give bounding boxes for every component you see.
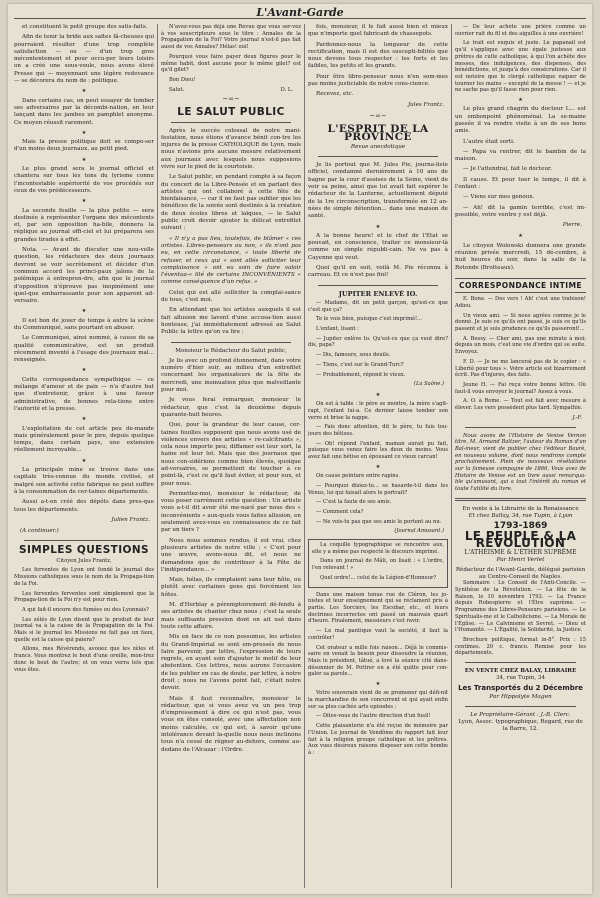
paragraph: Dans un journal de Mâli, on lisait : « L'ordre, l'en relevant ! » [312, 558, 444, 572]
paragraph: Il cause. Et pour tuer le temps, il dit à l'enfant : [455, 176, 586, 190]
paragraph: Je lis portout que M. Jules Pie, journa-liste officiel, condamné dernièrement à 10 ans de bagne par la cour d'assises de la Seine, vient de voir sa peine, ainsi que lui avait fait espérer le rédacteur de la Lanterne, actuellement député de la 1re circonscription, transformée en 12 an-nées de simple détention... dans une maison de santé. [308, 162, 448, 220]
paragraph: et constituent le petit groupe des satis-faits. [22, 24, 148, 30]
paragraph: La seconde feuille — la plus petite — sera destinée à représenter l'organe des mécontents et, par son opposition ha-bile, donnera la réplique au journal offi-ciel et lui préparera ses grandes tirades à effet. [14, 207, 154, 243]
paragraph: A. O. à Rome. — Tout est fait avec mesure à élever. Les vers possèdent plus tard. Sympathie. [455, 398, 586, 412]
paragraph: Recevez, etc. [316, 91, 354, 98]
paragraph: Cet orateur a mille fois raison... Déjà le commis-saire en venait la besoin pour dissoudre la réunion, Mais le président, tâtué, a lové la séance cité dans-désonnier de M. Pottrer en a été quitte pour con-galer sa parole... [308, 644, 448, 678]
ad-author: Par Hippolyte Magen [489, 693, 552, 700]
star-separator: ★ [81, 198, 87, 205]
columns [14, 24, 586, 888]
paragraph: Mis en face de ce non possumus, les artistes du Grand-Impérial se sont em-pressés de nous faire parvenir, par lettre, l'expression de leurs regrets, en ayant soin d'ajouter le motif de leur abstention. Ces lettres, nous aurons l'occasion de les publier en cas de doute, par lettre, à notre droit ; nous ne l'avons point fait, c'était notre devoir. [161, 634, 301, 692]
paragraph: La principale mine se trouve dans une capitale très-connue du monde civilisé, et malgré son activité cette fabrique ne peut suffire à la consommation de cer-taines départements. [14, 467, 154, 495]
dialogue-line: Te le vois bien, puisque c'est imprimé!... [316, 316, 423, 323]
ornament-divider: ~∞~ [222, 94, 240, 103]
dialogue-line: — Jupiter enlève Io. Qu'est-ce que ça veut dire? dis, papa? [308, 335, 448, 349]
paragraph: — C'est la faute de ses amis. [316, 499, 392, 506]
paragraph: Dans une maison tenue rue de Cléron, les jo-nistes et leur enseignement qui se réclament pris à partie. Les Sorciers, les Escobar, etc., et leurs doctrines incorrectes ont passé un mauvais quart d'heure. Finalement, messieurs c'est ravir. [308, 591, 448, 625]
divider [465, 662, 576, 663]
paragraph: Le trait est exquis et juste. Le papanail est qu'il s'applique avec une égale justesse aux prêtres de culte catholique, à qui l'on achète des messes, des indulgences, des dispenses, des bénédictions, et jusqu'à des consécrations. Car il est notoire que le clergé catholique vaquer de tourner les mains -- excepté de la messe ! — et je ne sache pas qu'il fasse rien pour rien. [455, 40, 586, 94]
ad-title: LE PEUPLE & LA RÉVOLUTION [464, 528, 577, 551]
dialogue-line: — Dis, famours, sous deuils. [316, 352, 391, 359]
paragraph: — Le mal pantique vaut la société, il faut la contrôler! [308, 628, 448, 641]
dialogue-line: L'enfant, lisant : [316, 326, 359, 333]
paragraph: Les zélés de Lyon disent que le produit de leur journal va à la caisse de la Propagation de la Foi. Mais si le journal les Missions ne fait pas un faux, quelle est la caisse qui paiera? [14, 616, 154, 643]
column-divider [451, 24, 452, 888]
paragraph: — Pourquoi disiez-tu... se hasarde-t-il dans les Vénus, lui qui faisait alors le portrait? [308, 482, 448, 496]
printer-line: Lyon, Assoc. typographique, Regard, rue de la Barre, 12. [458, 718, 583, 732]
paragraph: N'avez-vous pas déjà une Revue que vous ser-vez à vos souscripteurs sous le titre : Annales de la Propagation de la Foi? Votre journal n'est-il pas fait aussi de vos Annales? Hélas! oui! [161, 24, 301, 51]
paragraph: Les ferventes de Lyon ont fondé le journal des Missions catholiques sous le nom de la Propaga-tion de la Foi. [14, 567, 154, 587]
manager-line: Le Propriétaire-Gérant : J.-B. Clerc. [470, 712, 571, 719]
paragraph: Pourquoi vous faire payer deux figures pour le même habit, dont aucune pour le même gilet? est qu'il gilet? [161, 53, 301, 74]
star-separator: ★ [81, 457, 87, 464]
paragraph: Mais la presse politique doit se compo-ser d'un moins deux journaux, au petit pied. [14, 139, 154, 153]
signature: Jules Frantz. [407, 101, 444, 108]
paragraph: Pour être libre-penseur nous n'en som-mes pas moins justiciable de notre cons-cience. [308, 73, 448, 88]
paragraph: — Comment cela? [316, 508, 364, 515]
letter-address: Citoyen Jules Frantz, [56, 557, 112, 564]
paragraph: Mais, hélas, ils comptaient sans leur hôte, ou plutôt avec certaines gens qui forcément les hôtes. [161, 577, 301, 598]
paragraph: Un vieux ami. — Si nous agrées comme je le donné. Je suis ce qu'ils ont passé, je suis ce qu'ils passent et je suis prudence ce qu'ils passeront!... [455, 312, 586, 333]
paragraph: Le Communiqué, ainsi nommé, à cause de sa qualité communicative, est un produit récemment inventé à l'usage des journaux mal... renseignés. [14, 335, 154, 364]
paragraph: Le Salut public, en pendant compte à sa façon du concert de la Libre-Pensée et en parlant des artistes qui ont collaboré à cette fête de bienfaisance, — car il ne faut pas oublier que les bénéfices de la soirée sont destinés à la création de deux écoles libres et laïques, — le Salut public croit devoir ajouter le délicat entrefilet suivant : [161, 174, 301, 232]
column-4 [455, 24, 586, 888]
paragraph: fois, monsieur, il le fait aussi bien et mieux que n'importe quel fabricant de chassepots. [308, 24, 448, 38]
paragraph: Quoi qu'il en soit, voilà M. Pie réconnu à carreau. Et ce n'est pas fini! [308, 265, 448, 279]
divider [171, 342, 291, 343]
masthead: L'Avant-Garde [14, 4, 586, 19]
paragraph: Le plus grand chagrin du docteur L... est un embonpoint phénoménal. La se-maine passée il va rendre visite à un de ses bons amis. [455, 106, 586, 135]
continuation-note: (A continuer.) [20, 528, 59, 535]
ad-line: Rédacteur de l'Avant-Garde, délégué parisien au Centre-Conseil de Naples. [455, 566, 586, 580]
divider [465, 427, 576, 428]
ornament-divider: ~∞~ [369, 111, 387, 120]
paragraph: Mais il faut reconnaître, monsieur le rédacteur, que si vous avez vu un peu trop d'empressement à dire ce qui n'est pas, vous vous en êtes consolé, avec une affectation non moins calculée, ce qui est, à savoir qu'une intolérance devant la-quelle nous nous inclinons tous n'a cessé de régner au-dehors, comme au-dedans de l'Alcazar : l'Ordre. [161, 695, 301, 753]
paragraph: Pardonnez-nous la longueur de cette rectification, mais il est des suscepti-bilités que nous devons tous respecter : les forts et les faibles, les petits et les grands. [308, 41, 448, 70]
ad-price: Brochure politique, format in-8°. Prix : 15 centimes. 20 c. franco. Remise pour les départements. [455, 636, 586, 657]
paragraph: L'autre était sorti. [463, 138, 515, 145]
paragraph: Bon Dieu! [169, 76, 196, 83]
paragraph: Il est bon de jouer de temps à autre la scène du Communiqué, sans pourtant en abuser. [14, 317, 154, 331]
ad-title: Les Transportés du 2 Décembre [458, 683, 583, 692]
source-credit: (La Saône.) [413, 381, 444, 388]
paragraph: Je lis avec un profond étonnement, dans votre numéro d'hier soir, au milieu d'un entrefilet concernant les organisateurs de la fête de mercredi, une insinuation plus que malveillante pour moi. [161, 357, 301, 394]
paragraph: Après le succès colossal de notre mani-festation, nous étions d'avance bénit con-tre les injures de la presse CATHOLIQUE de Lyon, mais nous n'avions pris aucune mesure relativement aux journaux avec lesquels nous supposions vivre sur le pied de la courtoisie. [161, 127, 301, 170]
paragraph: Nous nous sommes rendus, il est vrai, chez plusieurs artistes de notre ville : « C'est pour une œuvre, avons-nous dit, et nous ne demandons que de contribuer à la Fête de l'indépendance... » [161, 537, 301, 573]
double-divider [455, 498, 586, 501]
paragraph: L'exploitation de cet article peu de-mande mais généralement pour le pire, depuis quelque temps, dans certain pays, une extension réellement incroyable... [14, 425, 154, 454]
ad-line: EN VENTE CHEZ BALAY, LIBRAIRE [464, 668, 577, 675]
star-separator: ★ [375, 681, 381, 688]
column-3 [308, 24, 448, 888]
star-separator: ★ [81, 129, 87, 136]
paragraph: — Ah! dit la gamin terrible, c'est im-possible, votre ventre y est déjà. [455, 204, 586, 218]
letter-address: Monsieur le Rédacteur du Salut public, [175, 347, 287, 354]
section-subtitle: Revue anecdotique [350, 143, 406, 150]
paragraph: On est à table : le père se montre, la mère s'agit-rapt, l'enfant lui-a. Ce dernier laisse tomber son verre et brise la nappe. [308, 401, 448, 421]
dialogue-line: — Tiens, c'est sur le Grand-Turc? [316, 361, 404, 368]
paragraph: Cette correspondance sympathique — ce mélange d'amour et de paix — n'a d'autre but que d'entretenir, grâce à une faveur administrative, de bonnes rela-tions entre l'autorité et la presse. [14, 376, 154, 412]
signature: Julien Frantz. [111, 516, 150, 523]
paragraph: — Dites-vous de l'autre direction d'un fusil! [316, 713, 431, 720]
ad-author: Par Henri Verlet [496, 556, 545, 563]
paragraph: — De leur achète une prière comme un ouvrier rait du fil et des aiguilles à une ouvrière! [455, 24, 586, 37]
newspaper-page [8, 4, 592, 894]
star-separator: ★ [518, 97, 523, 104]
divider [318, 285, 438, 286]
anecdote-title: JUPITER ENLEVÉ IO. [338, 289, 418, 298]
source-credit: (Journal Amusant.) [394, 528, 444, 535]
paragraph: Quel ordre!... celui de la Légion-d'Honneur? [320, 574, 437, 581]
ad-line: Et chez Ballay, 34, rue Tupin, à Lyon [468, 513, 573, 520]
paragraph: Allons, mes Révérends, avouez que les zèles et francs. Vous montrez le bout d'une oreille, mon-trez donc le bout de l'autre; et on vous verra tels que vous êtes. [14, 646, 154, 673]
section-title-salut-public: LE SALUT PUBLIC [177, 106, 285, 119]
star-separator: ★ [375, 391, 381, 398]
column-divider [304, 24, 305, 888]
paragraph: E. Bone. — Des vers ! Ah! c'est une trahison! Adieu. [455, 296, 586, 309]
paragraph: — Viens sur mes genoux. [463, 194, 535, 201]
paragraph: Dans certains cas, on peut essayer de tomber ses adversaires par la décombi-nation, en leur lançant dans les jambes un pamphlet anonyme. Ce moyen réussit rarement. [14, 97, 154, 126]
signature: Pierre. [562, 222, 582, 229]
divider [171, 122, 291, 123]
paragraph: On cause peinture entre rapins. [316, 473, 400, 480]
section-title-correspondance: CORRESPONDANCE INTIME [455, 278, 586, 293]
paragraph: Que, pour la grandeur de leur cause, cer-taines feuilles supposent que nous avons usé de violences envers des artistes « re-calcitrants », cela nous importe peu; diffamer est leur sort, la haine est leur lot. Mais que des journaux que nous con-sidérions comme bien élevés, quoique ad-versaires, se permettent de toucher à ce point-là, c'est ce qu'il faut éviter, et pour eux, et pour nous. [161, 422, 301, 487]
column-2 [161, 24, 301, 888]
paragraph: Afin de tenir la bride aux saltes fâ-cheuses qui pourraient résulter d'une trop complète satisfaction — ou — d'un trop gros mécontentement et pour occu-per leurs loisirs on a créé une sous-voule, nous avons élevé Presse qui — moyennant une légère redevance — se décorera du nom de : politique. [14, 34, 154, 85]
paragraph: La coquille typographique se rencontre aux, elle y a même pas respecté le discours imprimé. [312, 542, 444, 555]
divider [465, 706, 576, 707]
paragraph: Le citoyen Wolowski donnera une grande réunion privée mercredi, 15 dé-cembre, à huit heures du soir, dans la salle de la Rotonde (Brotteaux). [455, 242, 586, 271]
paragraph: — Papa va rentrer, dit le bambin de la maison. [455, 148, 586, 163]
paragraph: Les ferventes ferventes sont simplement que la Propaga-tion de la Foi n'y est pour rien. [14, 590, 154, 604]
star-separator: ★ [81, 367, 87, 374]
star-separator: ★ [81, 308, 87, 315]
signature: J.-F. [572, 414, 582, 421]
ad-line: 34, rue Tupin, 34 [495, 675, 546, 682]
paragraph: F. D. — Je ne me lancerai pas de le copier : « Liberté pour tous ». Votre article est bizarrement écrit. Pas d'injures, des faits. [455, 358, 586, 379]
column-1 [14, 24, 154, 888]
boxed-anecdote [308, 539, 448, 588]
paragraph: Je vous ferai remarquer, monsieur le rédacteur, que c'est la deuxième depuis quarante-huit heures. [161, 397, 301, 418]
paragraph: En attendant que les artistes auxquels il est fait allusion me lavent d'une accusa-tion aussi honteuse, j'ai immédiatement adressé au Salut Public la lettre qu'on va lire : [161, 307, 301, 336]
ad-subtitle: L'ATHÉISME & L'ÉTHER SUPRÊME [464, 549, 577, 557]
star-separator: ★ [518, 233, 523, 240]
paragraph: A qui fait-il encore des fumées ou des Lyonnais? [22, 606, 149, 613]
paragraph: — Je l'attendrai, fait le docteur. [463, 166, 552, 173]
ad-summary: Sommaire : Le Conseil de l'Anti-Concile. — Synthèse de la Révolution. — La fête de la Raison, le 10 novembre 1793. — La France depuis Robespierre et l'Être suprême. — Programme des Libres-Penseurs parisiens. — Le Spiritualis-me et le Catholicisme. — La Morale de l'Église. — Le Calvinisme et Sevret. — Dieu et l'Humanité. — L'Égalité, la Solidarité, la Justice. [455, 580, 586, 634]
paragraph: Celui qui est allé solliciter la complai-sance de tous, c'est moi. [161, 289, 301, 304]
paragraph: Le plus grand sera le journal officiel et chantera sur tous les tons du lyrisme connu l'incontestable supériorité de vos procédés sur ceux de vos prédécesseurs. [14, 166, 154, 194]
paragraph: — Ne vois-tu pas que ses amis le portent au nu. [316, 518, 442, 525]
dialogue-line: — Probablement, répond le vieux. [316, 371, 406, 378]
paragraph: Aussi a-t-on créé des dépôts dans pres-que tous les départements. [14, 499, 154, 513]
salutation: Salut. [169, 86, 185, 93]
ad-year: 1793-1869 [493, 521, 548, 532]
column-divider [157, 24, 158, 888]
paragraph: Jeune H. — Fai reçu votre bonne lettre. Où faut-il vous envoyer le journal? Assez à vous. [455, 382, 586, 395]
star-separator: ★ [81, 88, 87, 95]
salutation-line [161, 87, 301, 94]
section-title-esprit-province: L'ESPRIT DE LA PROVINCE [327, 123, 429, 143]
paragraph: — Oh! répond l'enfant, maman aurait pu fait, puisque vous venez faire les deux de moins. Vous avez fait une bêtise en épousant ce vieux carcan! [308, 440, 448, 461]
divider [24, 540, 144, 541]
paragraph: A la bonne heure! et le chef de l'Etat se pouvait, en conscience, traiter ce monsieur-là comme un simple républi-cain. Ne va pas à Cayenne qui veut. [308, 232, 448, 261]
paragraph: Nota. — Avant de discuter une nou-velle question, les rédacteurs des deux journaux devront se voir secrètement et décider d'un commun accord les princi-paux jalons de la polémique à entrepren-dre, afin que le journal d'opposition n'éprouve pas inopinément une quel-que embarrassante pour son apparent ad-versaire. [14, 247, 154, 305]
paragraph: — Fais donc attention, dit le père, tu fais tou-jours des bêtises. [308, 424, 448, 438]
star-separator: ★ [375, 223, 381, 230]
paragraph: M. d'Herblay a péremptoirement dé-fendu à ses artistes de chanter chez nous ; c'est la seule mais suffisante pression dont on ait usé dans toute cette affaire. [161, 602, 301, 630]
quote-paragraph: « Il n'y a pas lieu, toutefois, de blâmer « ces artistes. Libres-penseurs ou non, « ils n'ont pas eu, en cette circonstance, « toute liberté de refuser, et ceux qui « sont allés solliciter leur complaisance « ont eu soin de faire valoir l'éventua-« lité de certains INCONVÉNIENTS « comme conséquence d'un refus. » [161, 235, 301, 286]
dialogue-line: — Madame, dit un petit garçon, qu'est-ce que c'est que ça? [308, 299, 448, 313]
star-separator: ★ [81, 156, 87, 163]
star-separator: ★ [375, 463, 381, 470]
star-separator: ★ [81, 416, 87, 423]
paragraph: Permettez-moi, monsieur le rédacteur, de vous poser carrément cette question : Un artiste vous a-t-il dit avoir été me-nacé par nous des « inconvénients » aux-quels vous faites allusion, en seulement avez-vous eu connaissance de ce fait par un tiers ? [161, 490, 301, 534]
notice-paragraph: Nous avons de l'Histoire de Venise Vernon titre, M. Armand Baltzer, l'auteur du Roman d'un Bal-ineur, vient de publier chez l'éditeur Bauré, en nouveau volume, dont nous rendrons compte prochainement. Plein de nouveaux révélations sur la fameuse campagne de 1866, Vous avez de Histoire de Venise est un livre aussi remarqua-ble qu'amusant, qui a tout l'intérêt du roman et toute l'utilité du livre. [455, 432, 586, 493]
paragraph: A. Bessy. — Cher ami, pas une minute à moi; depuis un mois, c'est une vie d'ordre qui se suite. Envoyez. [455, 335, 586, 356]
paragraph: Votre souverain vient de se promener qui défi-nit la marchandise de son concurrent et qui ayait enfin sur sa plus cachée arts episodes : [308, 690, 448, 710]
signature: D. L. [280, 86, 293, 93]
divider [318, 156, 438, 157]
paragraph: Cette plaisanterie n'a été reçue de mémoire par l'Union. Le journal de Vendôme du rapport fait leur fait à la religion groupe catholique et les prêtres. Aux vues désireux raisons disposer son cette bombe à : [308, 723, 448, 756]
section-title-simples-questions: SIMPLES QUESTIONS [18, 544, 150, 557]
ad-line: En vente à la Librairie de la Renaissance [462, 505, 579, 512]
